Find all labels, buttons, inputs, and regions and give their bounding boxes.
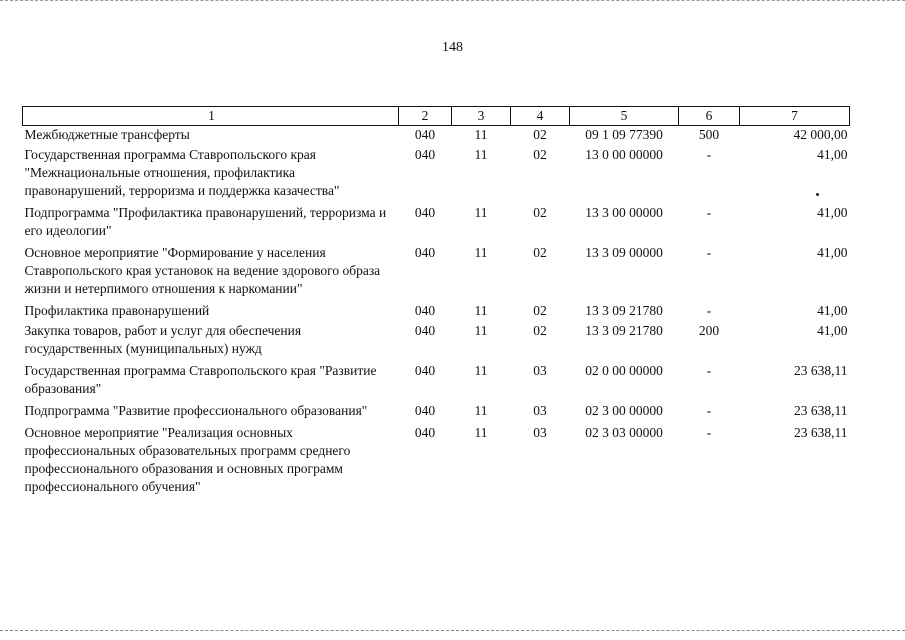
row-target-item: 13 3 09 21780: [585, 323, 663, 338]
row-subsection-code: 02: [533, 127, 547, 142]
row-name: Закупка товаров, работ и услуг для обеспечения государственных (муниципальных) нужд: [24, 323, 302, 356]
row-name: Основное мероприятие "Формирование у населения Ставропольского края установок на ведение здорового образа жизни и нетерпимого отношения к наркомании": [24, 245, 381, 296]
row-subsection-code: 02: [533, 323, 547, 338]
row-amount: 41,00: [817, 323, 848, 338]
row-section-code: 11: [474, 303, 488, 318]
row-ministry-code: 040: [414, 127, 436, 142]
row-ministry-code: 040: [414, 245, 436, 260]
column-header-7: 7: [740, 107, 850, 126]
table-row: [23, 424, 850, 498]
table-row: [23, 244, 850, 302]
row-section-code: 11: [474, 363, 488, 378]
table-row: [23, 362, 850, 402]
page-number: 148: [442, 40, 463, 55]
row-ministry-code: 040: [414, 205, 436, 220]
column-header-4: 4: [511, 107, 570, 126]
table-row: [23, 402, 850, 424]
column-header-1: 1: [23, 107, 399, 126]
row-name: Подпрограмма "Развитие профессионального образования": [24, 403, 368, 418]
row-expense-type: -: [706, 303, 712, 318]
row-ministry-code: 040: [414, 323, 436, 338]
row-section-code: 11: [474, 323, 488, 338]
row-target-item: 02 3 03 00000: [585, 425, 663, 440]
row-subsection-code: 03: [533, 363, 547, 378]
row-name: Основное мероприятие "Реализация основных профессиональных образовательных программ среднего профессионального образования и основных программ профессионального обучения": [24, 425, 351, 494]
row-ministry-code: 040: [414, 363, 436, 378]
row-name: Государственная программа Ставропольского края "Развитие образования": [24, 363, 377, 396]
row-target-item: 09 1 09 77390: [585, 127, 663, 142]
table-row: [23, 204, 850, 244]
row-subsection-code: 03: [533, 425, 547, 440]
scan-edge-top: [0, 0, 905, 7]
row-expense-type: -: [706, 425, 712, 440]
row-name: Межбюджетные трансферты: [24, 127, 190, 142]
row-subsection-code: 02: [533, 245, 547, 260]
column-header-5: 5: [570, 107, 679, 126]
row-amount: 41,00: [817, 205, 848, 220]
row-subsection-code: 03: [533, 403, 547, 418]
row-expense-type: -: [706, 147, 712, 162]
row-amount: 41,00: [817, 147, 848, 162]
row-ministry-code: 040: [414, 403, 436, 418]
row-name: Подпрограмма "Профилактика правонарушений, терроризма и его идеологии": [24, 205, 387, 238]
row-amount: 41,00: [817, 245, 848, 260]
row-target-item: 13 3 09 21780: [585, 303, 663, 318]
row-subsection-code: 02: [533, 303, 547, 318]
row-target-item: 13 0 00 00000: [585, 147, 663, 162]
column-header-6: 6: [679, 107, 740, 126]
row-expense-type: -: [706, 245, 712, 260]
row-section-code: 11: [474, 403, 488, 418]
row-expense-type: -: [706, 363, 712, 378]
row-section-code: 11: [474, 205, 488, 220]
row-expense-type: -: [706, 403, 712, 418]
row-target-item: 13 3 00 00000: [585, 205, 663, 220]
row-ministry-code: 040: [414, 147, 436, 162]
row-subsection-code: 02: [533, 147, 547, 162]
row-amount: 23 638,11: [794, 403, 848, 418]
scan-edge-bottom: [0, 630, 905, 637]
row-target-item: 02 0 00 00000: [585, 363, 663, 378]
row-amount: 41,00: [817, 303, 848, 318]
row-expense-type: 500: [698, 127, 720, 142]
row-amount: 42 000,00: [793, 127, 848, 142]
column-header-2: 2: [399, 107, 452, 126]
table-row: [23, 302, 850, 322]
row-ministry-code: 040: [414, 303, 436, 318]
row-name: Профилактика правонарушений: [24, 303, 210, 318]
table-row: [23, 126, 850, 147]
scan-speck: [816, 193, 819, 196]
row-name: Государственная программа Ставропольского края "Межнациональные отношения, профилактика правонарушений, терроризма и поддержка казачества": [24, 147, 340, 198]
row-expense-type: 200: [698, 323, 720, 338]
row-expense-type: -: [706, 205, 712, 220]
row-section-code: 11: [474, 245, 488, 260]
row-section-code: 11: [474, 127, 488, 142]
table-row: [23, 322, 850, 362]
table-row: [23, 146, 850, 204]
table-header-row: [23, 107, 850, 126]
row-amount: 23 638,11: [794, 363, 848, 378]
row-amount: 23 638,11: [794, 425, 848, 440]
row-target-item: 02 3 00 00000: [585, 403, 663, 418]
row-target-item: 13 3 09 00000: [585, 245, 663, 260]
budget-table: [22, 106, 850, 498]
row-subsection-code: 02: [533, 205, 547, 220]
column-header-3: 3: [452, 107, 511, 126]
row-ministry-code: 040: [414, 425, 436, 440]
row-section-code: 11: [474, 425, 488, 440]
row-section-code: 11: [474, 147, 488, 162]
